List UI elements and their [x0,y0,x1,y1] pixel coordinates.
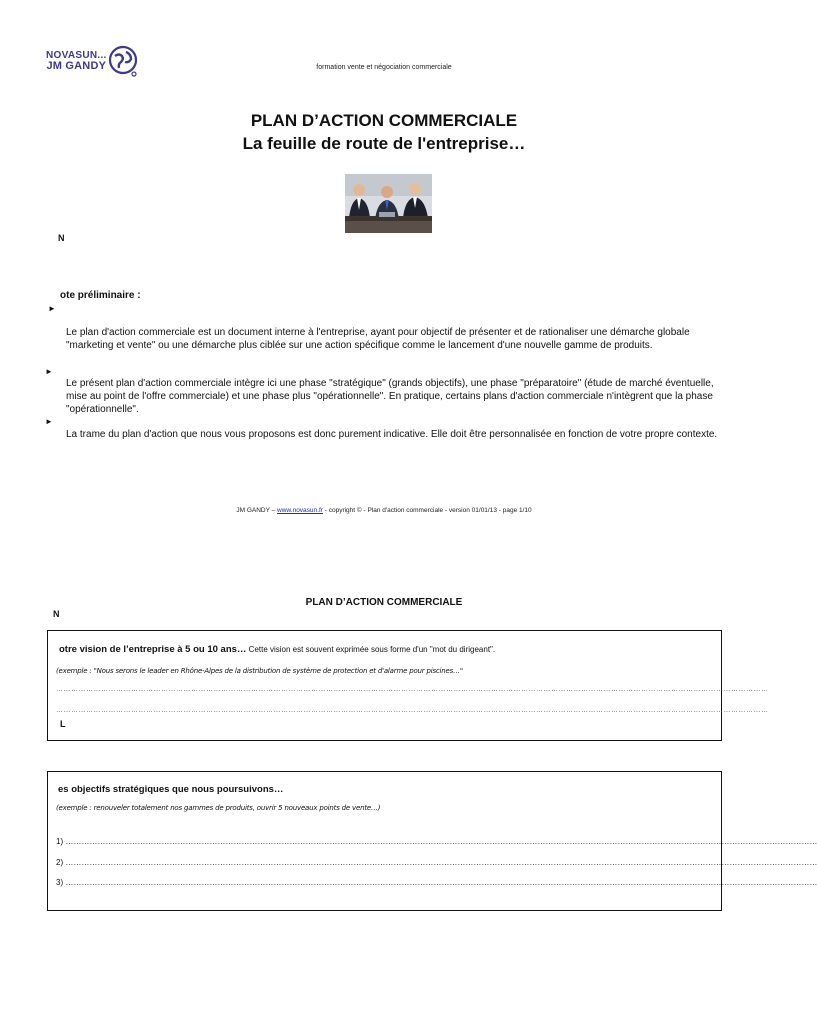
vision-box [47,630,769,741]
vision-fill-line-2[interactable]: …………………………………………………………………………………………………………………………………………………………………………………………………………………………………………………………… [56,707,769,714]
company-logo [46,44,142,80]
page-footer: JM GANDY – www.novasun.fr - copyright © - Plan d'action commerciale - version 01/01/13 - page 1/10 [236,507,532,514]
paragraph-3: La trame du plan d'action que nous vous proposons est donc purement indicative. Elle doit être personnalisée en fonction de votre propre contexte. [66,429,718,440]
objectives-heading: es objectifs stratégiques que nous poursuivons… [58,784,284,795]
objective-line-1[interactable]: 1) ………………………………………………………………………………………………………………………………………………………………………………………………………………………………………………………… [56,837,817,846]
objectives-example: (exemple : renouveler totalement nos gammes de produits, ouvrir 5 nouveaux points de vente…) [56,804,381,812]
business-meeting-photo [345,174,432,233]
objective-line-2[interactable]: 2) ………………………………………………………………………………………………………………………………………………………………………………………………………………………………………………………… [56,858,817,867]
objective-line-3[interactable]: 3) ………………………………………………………………………………………………………………………………………………………………………………………………………………………………………………………… [56,878,817,887]
logo-wordmark: NOVASUN... JM GANDY [46,50,107,72]
page-title: PLAN D’ACTION COMMERCIALE [250,111,518,130]
vision-heading: otre vision de l’entreprise à 5 ou 10 ans… Cette vision est souvent exprimée sous forme d'un "mot du dirigeant". [59,644,496,655]
triangle-right-icon: ► [45,367,53,376]
vision-example: (exemple : "Nous serons le leader en Rhône-Alpes de la distribution de système de protection et d'alarme pour piscines…" [56,667,463,675]
header-caption: formation vente et négociation commerciale [316,64,452,71]
globe-hands-icon [106,44,140,78]
paragraph-2: Le présent plan d'action commerciale intègre ici une phase "stratégique" (grands objectifs), une phase "préparatoire" (étude de marché éventuelle, mise au point de l'offre commerciale) et une phase plus "opérationnelle". En pratique, certains plans d'action commerciale n'intègrent que la phase "opérationnelle". [66,378,714,415]
objectives-box [47,771,817,911]
dropcap-n: N [58,233,65,243]
vision-fill-line-1[interactable]: …………………………………………………………………………………………………………………………………………………………………………………………………………………………………………………………… [56,686,769,693]
page2-title: PLAN D’ACTION COMMERCIALE [305,597,463,608]
dropcap-l: L [60,719,66,729]
section-heading-preliminary-note: ote préliminaire : [60,290,141,301]
dropcap-n: N [53,609,60,619]
footer-link[interactable]: www.novasun.fr [277,507,323,514]
triangle-right-icon: ► [45,417,53,426]
triangle-right-icon: ► [48,304,56,313]
page-subtitle: La feuille de route de l'entreprise… [242,134,526,153]
paragraph-1: Le plan d'action commerciale est un document interne à l'entreprise, ayant pour objectif de présenter et de rationaliser une démarche globale "marketing et vente" ou une démarche plus ciblée sur une action spécifique comme le lancement d'une nouvelle gamme de produits. [66,327,690,351]
